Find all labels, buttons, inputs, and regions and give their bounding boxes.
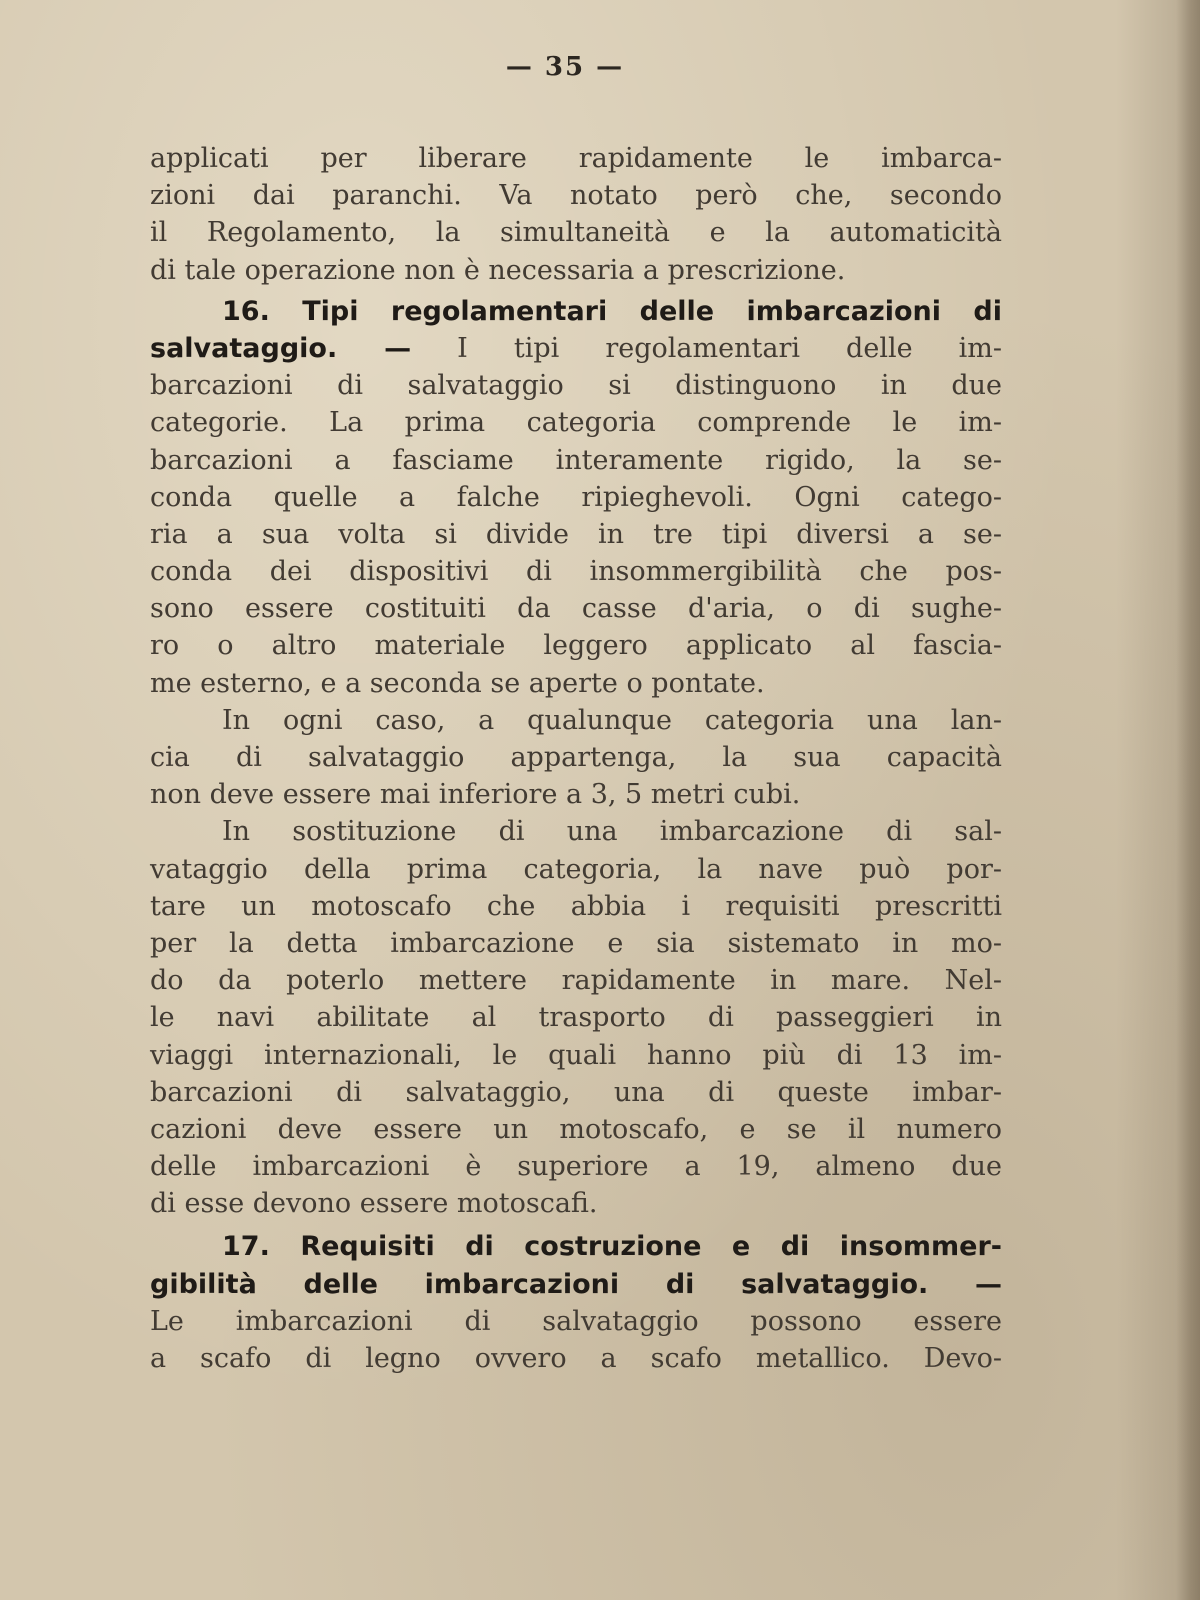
section-16-heading-end: salvataggio. — (150, 332, 412, 364)
section-17-heading-continuation: gibilità delle imbarcazioni di salvataggio. — (150, 1268, 1002, 1300)
text-line: conda quelle a falche ripieghevoli. Ogni catego- (150, 481, 1002, 513)
text-line-part: I tipi regolamentari delle im- (457, 332, 1002, 364)
page-number: — 35 — (505, 52, 625, 82)
text-line: In sostituzione di una imbarcazione di sal- (222, 816, 1002, 848)
text-line: di esse devono essere motoscafi. (150, 1188, 598, 1220)
text-line: applicati per liberare rapidamente le imbarca- (150, 143, 1002, 174)
text-line: tare un motoscafo che abbia i requisiti prescritti (150, 890, 1002, 922)
text-line: barcazioni di salvataggio si distinguono in due (150, 370, 1002, 402)
text-line: a scafo di legno ovvero a scafo metallico. Devo- (150, 1343, 1002, 1374)
text-line: ria a sua volta si divide in tre tipi diversi a se- (150, 518, 1002, 550)
text-line: cia di salvataggio appartenga, la sua capacità (150, 742, 1002, 773)
text-line: sono essere costituiti da casse d'aria, o di sughe- (150, 593, 1002, 625)
text-line: barcazioni a fasciame interamente rigido, la se- (150, 444, 1002, 476)
section-16-heading: 16. Tipi regolamentari delle imbarcazioni di (222, 295, 1002, 327)
text-line: le navi abilitate al trasporto di passeggieri in (150, 1002, 1002, 1034)
body-text (150, 140, 1002, 1377)
section-17-heading: 17. Requisiti di costruzione e di insommer- (222, 1231, 1002, 1263)
text-line: me esterno, e a seconda se aperte o pontate. (150, 667, 765, 699)
text-line: barcazioni di salvataggio, una di queste imbar- (150, 1076, 1002, 1108)
text-line: Le imbarcazioni di salvataggio possono essere (150, 1305, 1002, 1337)
text-line: delle imbarcazioni è superiore a 19, almeno due (150, 1151, 1002, 1183)
page-edge-shadow (1176, 0, 1200, 1600)
text-line: zioni dai paranchi. Va notato però che, secondo (150, 180, 1002, 212)
text-line: vataggio della prima categoria, la nave può por- (150, 853, 1002, 885)
text-line: non deve essere mai inferiore a 3, 5 metri cubi. (150, 779, 801, 811)
text-line: do da poterlo mettere rapidamente in mare. Nel- (150, 965, 1002, 997)
text-line: categorie. La prima categoria comprende le im- (150, 407, 1002, 439)
text-line: In ogni caso, a qualunque categoria una lan- (222, 704, 1002, 736)
text-line: il Regolamento, la simultaneità e la automaticità (150, 217, 1002, 249)
text-line: ro o altro materiale leggero applicato al fascia- (150, 630, 1002, 662)
text-line: per la detta imbarcazione e sia sistemato in mo- (150, 927, 1002, 959)
text-line: conda dei dispositivi di insommergibilità che pos- (150, 556, 1002, 588)
text-line: di tale operazione non è necessaria a prescrizione. (150, 254, 846, 286)
text-line: viaggi internazionali, le quali hanno più di 13 im- (150, 1039, 1002, 1071)
section-16-heading-continuation (150, 330, 1002, 367)
text-line: cazioni deve essere un motoscafo, e se il numero (150, 1113, 1002, 1145)
